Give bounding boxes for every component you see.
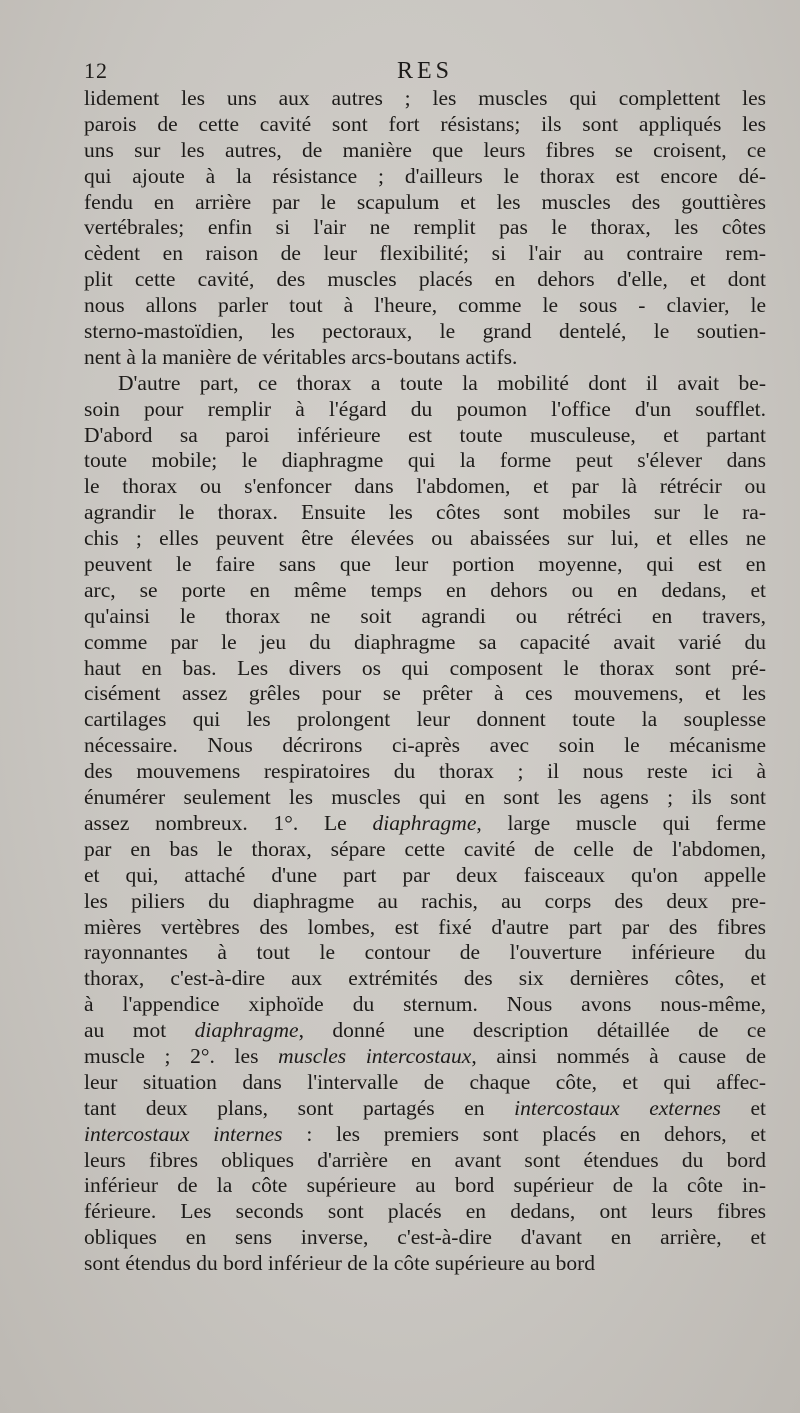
text-line: cèdent en raison de leur flexibilité; si l'air au contraire rem- — [84, 241, 766, 266]
text-line: obliques en sens inverse, c'est-à-dire d'avant en arrière, et — [84, 1225, 766, 1250]
text-line: thorax, c'est-à-dire aux extrémités des six dernières côtes, et — [84, 966, 766, 991]
text-line: cisément assez grêles pour se prêter à ces mouvemens, et les — [84, 681, 766, 706]
text-line: leurs fibres obliques d'arrière en avant sont étendues du bord — [84, 1147, 766, 1172]
text-line: mières vertèbres des lombes, est fixé d'autre part par des fibres — [84, 914, 766, 939]
text-line: plit cette cavité, des muscles placés en dehors d'elle, et dont — [84, 267, 766, 292]
text-line: nécessaire. Nous décrirons ci-après avec soin le mécanisme — [84, 733, 766, 758]
text-line: D'autre part, ce thorax a toute la mobilité dont il avait be- — [118, 370, 766, 395]
text-line: muscle ; 2°. les muscles intercostaux, ainsi nommés à cause de — [84, 1043, 766, 1068]
text-line: qui ajoute à la résistance ; d'ailleurs le thorax est encore dé- — [84, 163, 766, 188]
text-line: fendu en arrière par le scapulum et les muscles des gouttières — [84, 189, 766, 214]
text-line: par en bas le thorax, sépare cette cavité de celle de l'abdomen, — [84, 836, 766, 861]
text-line: arc, se porte en même temps en dehors ou en dedans, et — [84, 577, 766, 602]
text-line: les piliers du diaphragme au rachis, au corps des deux pre- — [84, 888, 766, 913]
italic-term: muscles intercostaux — [278, 1043, 472, 1068]
text-line: uns sur les autres, de manière que leurs fibres se croisent, ce — [84, 137, 766, 162]
text-line: inférieur de la côte supérieure au bord supérieur de la côte in- — [84, 1173, 766, 1198]
text-line: comme par le jeu du diaphragme sa capacité avait varié du — [84, 629, 766, 654]
text-line: qu'ainsi le thorax ne soit agrandi ou rétréci en travers, — [84, 603, 766, 628]
text-line: lidement les uns aux autres ; les muscles qui complettent les — [84, 86, 766, 110]
text-line: cartilages qui les prolongent leur donnent toute la souplesse — [84, 707, 766, 732]
text-line: nous allons parler tout à l'heure, comme le sous - clavier, le — [84, 293, 766, 318]
text-line: le thorax ou s'enfoncer dans l'abdomen, et par là rétrécir ou — [84, 474, 766, 499]
text-line: toute mobile; le diaphragme qui la forme peut s'élever dans — [84, 448, 766, 473]
paragraph — [84, 86, 766, 371]
text-line: rayonnantes à tout le contour de l'ouverture inférieure du — [84, 940, 766, 965]
text-line: leur situation dans l'intervalle de chaque côte, et qui affec- — [84, 1069, 766, 1094]
page-header — [84, 58, 766, 88]
text-line: vertébrales; enfin si l'air ne remplit pas le thorax, les côtes — [84, 215, 766, 240]
text-line: D'abord sa paroi inférieure est toute musculeuse, et partant — [84, 422, 766, 447]
text-line: assez nombreux. 1°. Le diaphragme, large muscle qui ferme — [84, 810, 766, 835]
page-number: 12 — [84, 58, 108, 83]
italic-term: diaphragme — [372, 810, 477, 835]
text-line: chis ; elles peuvent être élevées ou abaissées sur lui, et elles ne — [84, 526, 766, 551]
paragraph — [84, 371, 766, 1277]
text-line: au mot diaphragme, donné une description détaillée de ce — [84, 1018, 766, 1043]
italic-term: diaphragme — [194, 1018, 299, 1043]
text-line: férieure. Les seconds sont placés en dedans, ont leurs fibres — [84, 1199, 766, 1224]
italic-term: intercostaux externes — [514, 1095, 721, 1120]
text-line: peuvent le faire sans que leur portion moyenne, qui est en — [84, 552, 766, 577]
text-line: haut en bas. Les divers os qui composent le thorax sont pré- — [84, 655, 766, 680]
text-line: agrandir le thorax. Ensuite les côtes sont mobiles sur le ra- — [84, 500, 766, 525]
running-head: RES — [396, 58, 453, 84]
text-line: à l'appendice xiphoïde du sternum. Nous avons nous-même, — [84, 992, 766, 1017]
text-line: sont étendus du bord inférieur de la côte supérieure au bord — [84, 1251, 596, 1276]
text-line: des mouvemens respiratoires du thorax ; il nous reste ici à — [84, 759, 766, 784]
text-line: énumérer seulement les muscles qui en sont les agens ; ils sont — [84, 785, 766, 810]
text-line: parois de cette cavité sont fort résistans; ils sont appliqués les — [84, 111, 766, 136]
text-line: sterno-mastoïdien, les pectoraux, le grand dentelé, le soutien- — [84, 319, 766, 344]
text-line: soin pour remplir à l'égard du poumon l'office d'un soufflet. — [84, 396, 766, 421]
text-line: intercostaux internes : les premiers sont placés en dehors, et — [84, 1121, 766, 1146]
text-line: tant deux plans, sont partagés en intercostaux externes et — [84, 1095, 766, 1120]
text-line: nent à la manière de véritables arcs-boutans actifs. — [84, 344, 518, 369]
body-text — [84, 86, 766, 1277]
italic-term: intercostaux internes — [84, 1121, 283, 1146]
text-line: et qui, attaché d'une part par deux faisceaux qu'on appelle — [84, 862, 766, 887]
